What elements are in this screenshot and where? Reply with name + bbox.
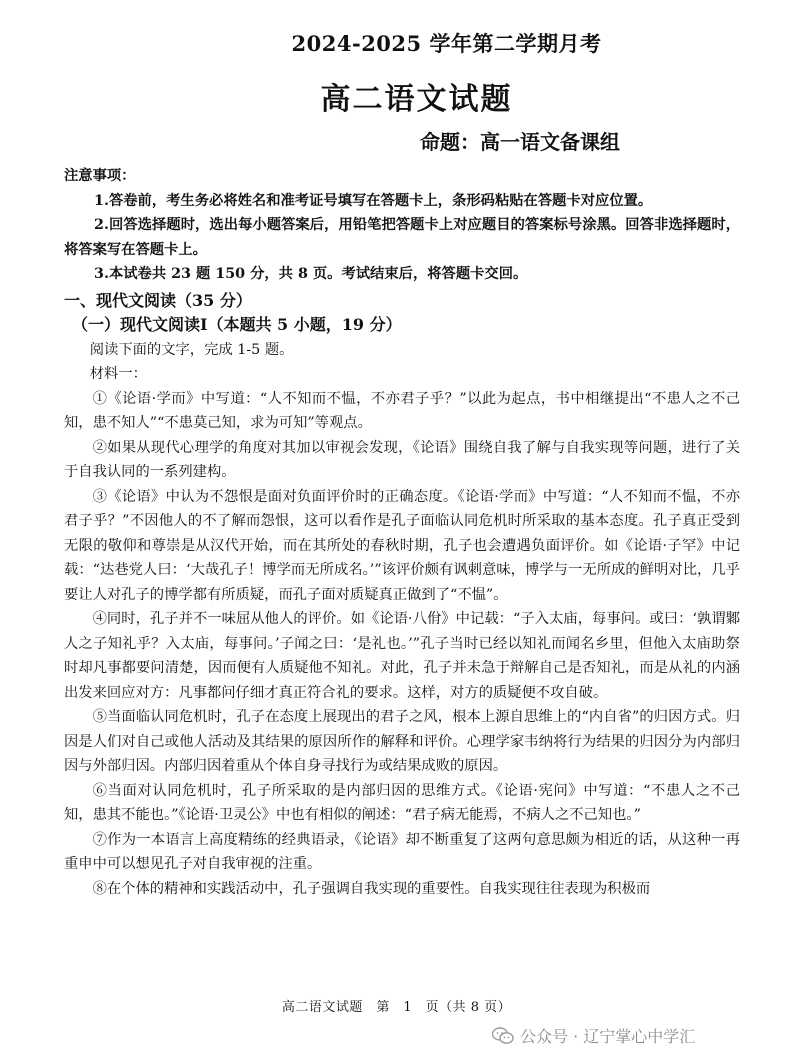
page-footer: 高二语文试题 第 1 页（共 8 页） — [281, 1000, 512, 1015]
subject-title: 高二语文试题 — [320, 82, 513, 117]
wechat-icon — [492, 1027, 514, 1045]
material-label: 材料一： — [89, 366, 147, 382]
watermark-text: 公众号 · 辽宁掌心中学汇 — [520, 1027, 696, 1046]
exam-title: 2024-2025 学年第二学期月考 — [291, 31, 602, 56]
paragraph-3: ③《论语》中认为不怨恨是面对负面评价时的正确态度。《论语·学而》中写道：“人不知而不愠，不亦君子乎？”不因他人的不了解而怨恨，这可以看作是孔子面临认同危机时所采取的基本态度。孔子真正受到无限的敬仰和尊崇是从汉代开始，而在其所处的春秋时期，孔子也会遭遇负面评价。如《论语·子罕》中记载：“达巷党人曰：‘大哉孔子！博学而无所成名。’”该评价颇有讽刺意味，博学与一无所成的鲜明对比，几乎要让人对孔子的博学都有所质疑，而孔子面对质疑真正做到了“不愠”。 — [64, 488, 740, 603]
paragraph-2: ②如果从现代心理学的角度对其加以审视会发现，《论语》围绕自我了解与自我实现等问题，进行了关于自我认同的一系列建构。 — [64, 439, 740, 480]
paragraph-4: ④同时，孔子并不一味屈从他人的评价。如《论语·八佾》中记载：“子入太庙，每事问。或曰：‘孰谓鄹人之子知礼乎？入太庙，每事问。’子闻之曰：‘是礼也。’”孔子当时已经以知礼而闻名乡里，但他入太庙助祭时却凡事都要问清楚，因而便有人质疑他不知礼。对此，孔子并未急于辩解自己是否知礼，而是从礼的内涵出发来回应对方：凡事都问仔细才真正符合礼的要求。这样，对方的质疑便不攻自破。 — [64, 611, 740, 701]
notice-item-3: 3.本试卷共 23 题 150 分，共 8 页。考试结束后，将答题卡交回。 — [94, 266, 528, 282]
subsection-title: （一）现代文阅读Ⅰ（本题共 5 小题，19 分） — [72, 315, 402, 334]
paragraph-8: ⑧在个体的精神和实践活动中，孔子强调自我实现的重要性。自我实现往往表现为积极而 — [92, 880, 651, 897]
paragraph-7: ⑦作为一本语言上高度精练的经典语录，《论语》却不断重复了这两句意思颇为相近的话，从这种一再重申中可以想见孔子对自我审视的注重。 — [64, 831, 740, 872]
notice-item-1: 1.答卷前，考生务必将姓名和准考证号填写在答题卡上，条形码粘贴在答题卡对应位置。 — [94, 192, 653, 209]
paragraph-6: ⑥当面对认同危机时，孔子所采取的是内部归因的思维方式。《论语·宪问》中写道：“不患人之不己知，患其不能也。”《论语·卫灵公》中也有相似的阐述：“君子病无能焉，不病人之不己知也。” — [64, 782, 740, 823]
reading-instruction: 阅读下面的文字，完成 1-5 题。 — [89, 341, 294, 358]
paragraph-1: ①《论语·学而》中写道：“人不知而不愠，不亦君子乎？”以此为起点，书中相继提出“不患人之不己知，患不知人”“不患莫己知，求为可知”等观点。 — [64, 390, 740, 431]
notice-heading: 注意事项： — [64, 168, 136, 184]
exam-body — [64, 164, 740, 901]
author-line: 命题：高一语文备课组 — [420, 130, 620, 154]
section-title: 一、现代文阅读（35 分） — [64, 290, 252, 310]
paragraph-5: ⑤当面临认同危机时，孔子在态度上展现出的君子之风，根本上源自思维上的“内自省”的归因方式。归因是人们对自己或他人活动及其结果的原因所作的解释和评价。心理学家韦纳将行为结果的归因分为内部归因与外部归因。内部归因着重从个体自身寻找行为或结果成败的原因。 — [64, 709, 740, 774]
watermark — [492, 1024, 695, 1047]
notice-item-2: 2.回答选择题时，选出每小题答案后，用铅笔把答题卡上对应题目的答案标号涂黑。回答非选择题时，将答案写在答题卡上。 — [64, 217, 740, 258]
